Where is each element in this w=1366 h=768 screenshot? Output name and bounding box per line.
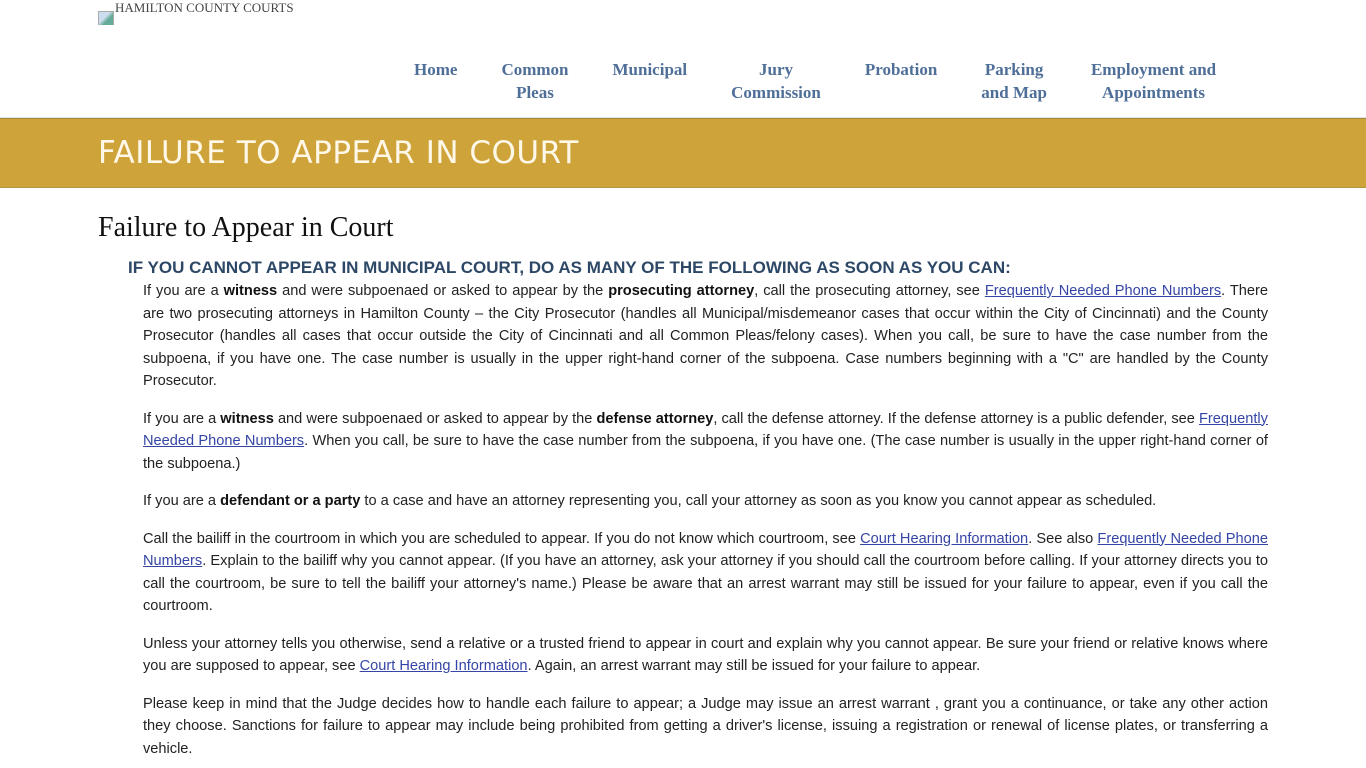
paragraph-text: If you are a: [143, 283, 224, 299]
paragraph-text: and were subpoenaed or asked to appear by the: [277, 283, 609, 299]
broken-image-icon: [98, 11, 114, 25]
instruction-paragraph: [143, 633, 1268, 678]
paragraph-text: If you are a: [143, 493, 221, 509]
main-content: [0, 212, 1268, 760]
paragraph-list: [98, 280, 1268, 760]
nav-item-municipal[interactable]: Municipal: [612, 60, 688, 79]
paragraph-text: Call the bailiff in the courtroom in which you are scheduled to appear. If you do not know which courtroom, see: [143, 530, 861, 547]
instruction-paragraph: [143, 490, 1268, 513]
paragraph-text: Please keep in mind that the Judge decides how to handle each failure to appear; a Judge may issue an arrest warrant , grant you a continuance, or take any other action they choose. Sanctions for failure to appear may include being prohibited from getting a driver's license, issuing a registration or renewal of license plates, or transferring a vehicle.: [143, 695, 1268, 757]
nav-item-probation[interactable]: Probation: [864, 60, 938, 79]
site-header: [0, 0, 1366, 118]
section-heading: IF YOU CANNOT APPEAR IN MUNICIPAL COURT, DO AS MANY OF THE FOLLOWING AS SOON AS YOU CAN:: [128, 258, 1011, 277]
nav-item-home[interactable]: Home: [414, 60, 458, 79]
instruction-paragraph: [143, 693, 1268, 761]
bold-text: witness: [220, 410, 274, 427]
banner-title: FAILURE TO APPEAR IN COURT: [98, 135, 579, 171]
logo-alt-text: HAMILTON COUNTY COURTS: [115, 3, 294, 15]
paragraph-text: and were subpoenaed or asked to appear by the: [273, 410, 597, 427]
bold-text: defense attorney: [596, 410, 714, 427]
paragraph-text: . Again, an arrest warrant may still be issued for your failure to appear.: [527, 658, 981, 674]
instruction-paragraph: [143, 280, 1268, 393]
bold-text: prosecuting attorney: [608, 283, 755, 299]
bold-text: defendant or a party: [220, 493, 361, 509]
site-logo[interactable]: [98, 3, 294, 25]
instruction-paragraph: [143, 528, 1268, 618]
bold-text: witness: [223, 283, 278, 299]
phone-or-info-link[interactable]: Frequently Needed Phone Numbers: [143, 530, 1268, 569]
nav-item-employment-and-appointments[interactable]: Employment and Appointments: [1090, 60, 1217, 102]
paragraph-text: , call the prosecuting attorney, see: [754, 283, 985, 299]
paragraph-text: , call the defense attorney. If the defense attorney is a public defender, see: [713, 410, 1200, 427]
nav-item-common-pleas[interactable]: Common Pleas: [501, 60, 569, 102]
paragraph-text: . When you call, be sure to have the case number from the subpoena, if you have one. (The case number is usually in the upper right-hand corner of the subpoena.): [143, 433, 1268, 472]
paragraph-text: If you are a: [143, 410, 221, 427]
paragraph-text: . There are two prosecuting attorneys in Hamilton County – the City Prosecutor (handles all Municipal/misdemeanor cases that occur within the City of Cincinnati) and the County Prosecutor (handles all cases that occur outside the City of Cincinnati and all Common Pleas/felony cases). When you call, be sure to have the case number from the subpoena, if you have one. The case number is usually in the upper right-hand corner of the subpoena. Case numbers beginning with a "C" are handled by the County Prosecutor.: [143, 283, 1268, 389]
page-title: Failure to Appear in Court: [98, 212, 394, 243]
page-banner: [0, 118, 1366, 188]
main-nav: [392, 58, 1238, 104]
phone-or-info-link[interactable]: Frequently Needed Phone Numbers: [143, 410, 1268, 449]
instruction-paragraph: [143, 408, 1268, 476]
phone-or-info-link[interactable]: Court Hearing Information: [860, 530, 1029, 547]
paragraph-text: . See also: [1028, 530, 1098, 547]
paragraph-text: Unless your attorney tells you otherwise, send a relative or a trusted friend to appear in court and explain why you cannot appear. Be sure your friend or relative knows where you are supposed to appear, see: [143, 635, 1268, 674]
phone-or-info-link[interactable]: Frequently Needed Phone Numbers: [984, 283, 1222, 299]
phone-or-info-link[interactable]: Court Hearing Information: [359, 658, 528, 674]
paragraph-text: . Explain to the bailiff why you cannot appear. (If you have an attorney, ask your attorney if you should call the courtroom before calling. If your attorney directs you to call the courtroom, be sure to tell the bailiff your attorney's name.) Please be aware that an arrest warrant may still be issued for your failure to appear, even if you call the courtroom.: [143, 553, 1268, 614]
nav-item-parking-and-map[interactable]: Parking and Map: [981, 60, 1047, 102]
paragraph-text: to a case and have an attorney representing you, call your attorney as soon as you know you cannot appear as scheduled.: [360, 493, 1157, 509]
nav-item-jury-commission[interactable]: Jury Commission: [731, 60, 821, 102]
